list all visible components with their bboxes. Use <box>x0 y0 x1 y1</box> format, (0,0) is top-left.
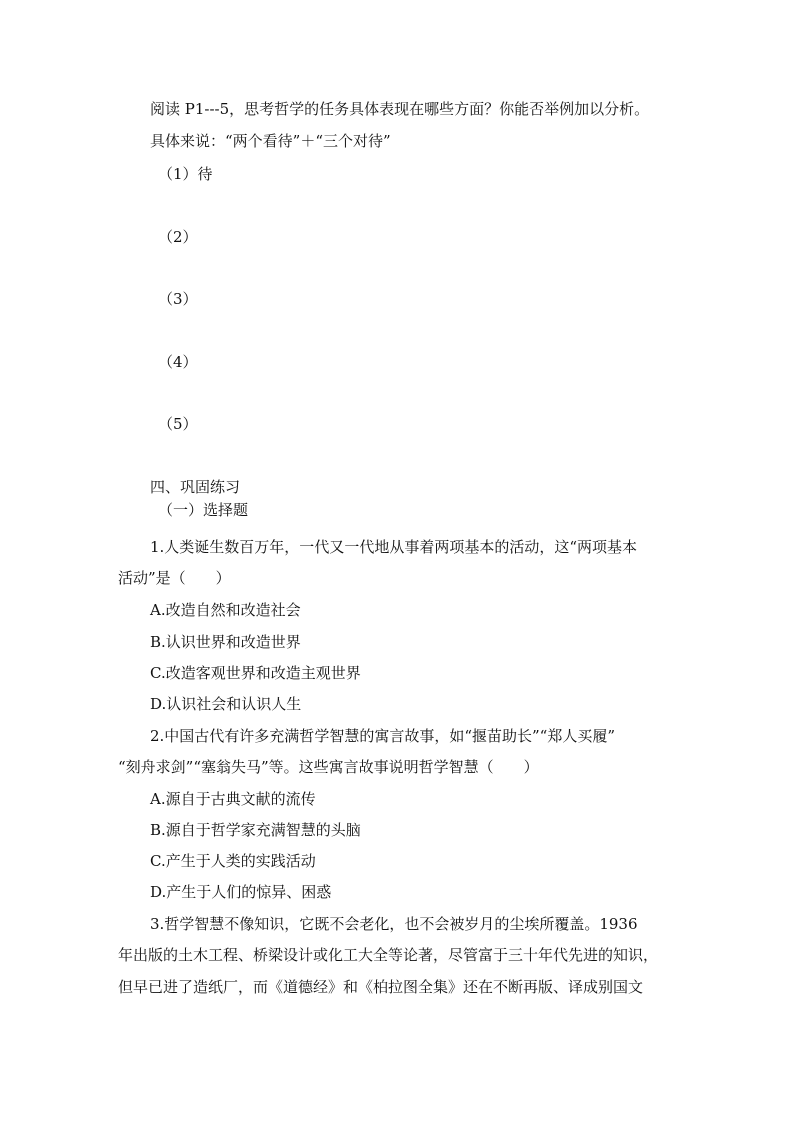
section-title: 四、巩固练习 <box>150 478 241 496</box>
question-3-line-2: 年出版的土木工程、桥梁设计或化工大全等论著，尽管富于三十年代先进的知识， <box>118 946 659 964</box>
question-2-option-c: C.产生于人类的实践活动 <box>150 852 316 870</box>
question-1-option-c: C.改造客观世界和改造主观世界 <box>150 664 361 682</box>
question-3-line-1: 3.哲学智慧不像知识，它既不会老化，也不会被岁月的尘埃所覆盖。1936 <box>150 915 638 933</box>
question-1-line-1: 1.人类诞生数百万年，一代又一代地从事着两项基本的活动，这“两项基本 <box>150 538 637 556</box>
question-2-line-1: 2.中国古代有许多充满哲学智慧的寓言故事，如“揠苗助长”“郑人买履” <box>150 727 615 745</box>
question-1-option-b: B.认识世界和改造世界 <box>150 633 301 651</box>
question-2-option-a: A.源自于古典文献的流传 <box>150 790 316 808</box>
question-3-line-3: 但早已进了造纸厂，而《道德经》和《柏拉图全集》还在不断再版、译成别国文 <box>118 978 644 996</box>
answer-item-4: （4） <box>158 353 198 371</box>
question-1-option-d: D.认识社会和认识人生 <box>150 695 302 713</box>
question-1-line-2: 活动”是（ ） <box>118 569 231 587</box>
question-2-line-2: “刻舟求剑”“塞翁失马”等。这些寓言故事说明哲学智慧（ ） <box>118 758 539 776</box>
reading-prompt: 阅读 P1---5，思考哲学的任务具体表现在哪些方面？你能否举例加以分析。 <box>150 100 650 118</box>
section-subtitle: （一）选择题 <box>158 501 249 519</box>
question-1-option-a: A.改造自然和改造社会 <box>150 601 301 619</box>
reading-summary: 具体来说：“两个看待”＋“三个对待” <box>150 132 391 150</box>
answer-item-2: （2） <box>158 228 198 246</box>
question-2-option-d: D.产生于人们的惊异、困惑 <box>150 883 332 901</box>
answer-item-1: （1）待 <box>158 165 213 183</box>
answer-item-5: （5） <box>158 415 198 433</box>
question-2-option-b: B.源自于哲学家充满智慧的头脑 <box>150 821 361 839</box>
answer-item-3: （3） <box>158 290 198 308</box>
